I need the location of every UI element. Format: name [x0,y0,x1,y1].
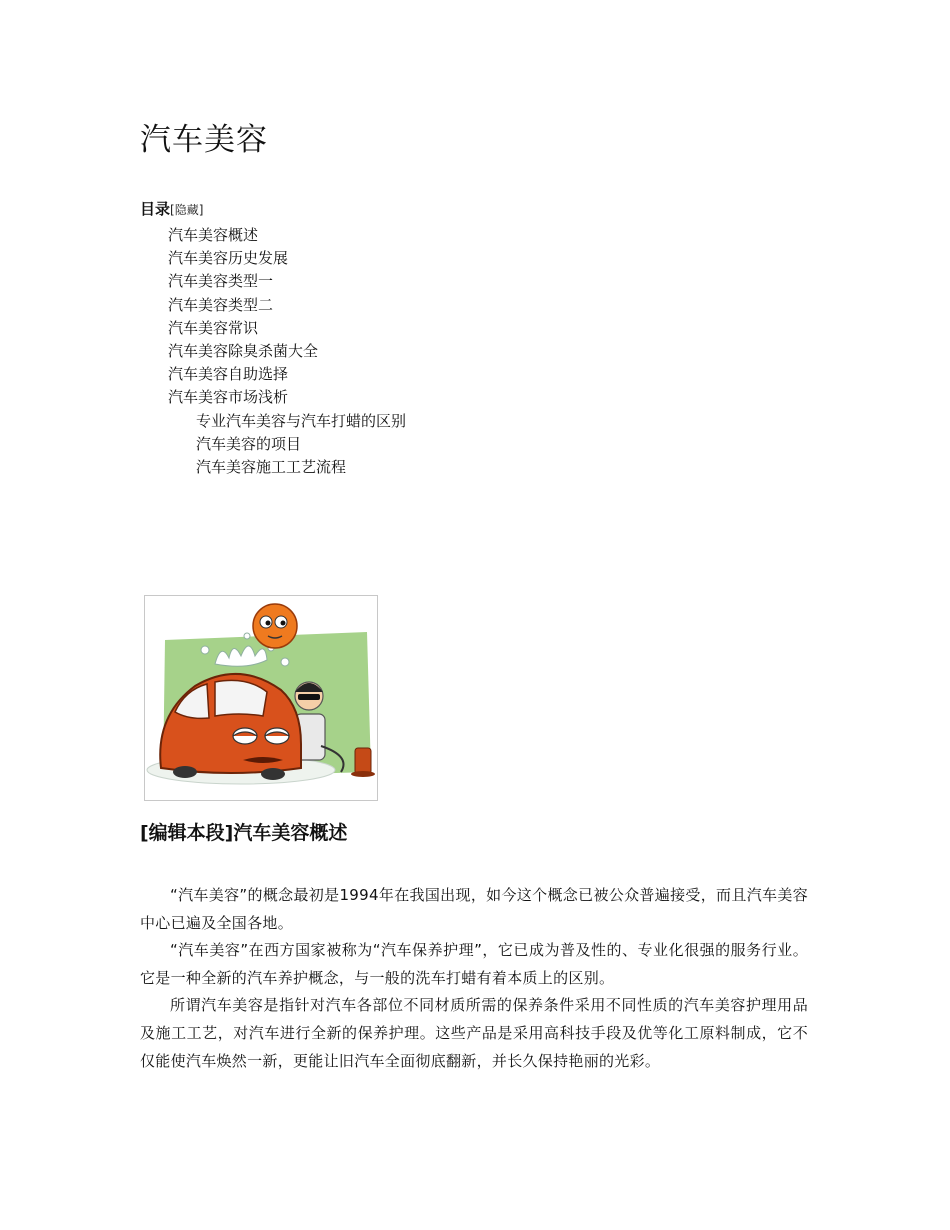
car-beauty-illustration [144,595,378,801]
toc-item[interactable]: 汽车美容类型二 [168,295,274,314]
toc-subitem[interactable]: 专业汽车美容与汽车打蜡的区别 [196,411,407,430]
toc-hide-link[interactable]: [隐藏] [170,203,204,217]
toc-subitem[interactable]: 汽车美容施工工艺流程 [196,457,347,476]
toc-label: 目录 [140,200,171,218]
illustration-svg [145,596,377,800]
toc-item[interactable]: 汽车美容历史发展 [168,249,289,268]
body-paragraph: “汽车美容”的概念最初是1994年在我国出现，如今这个概念已被公众普遍接受，而且汽车美容中心已遍及全国各地。 [140,886,808,932]
page-title: 汽车美容 [140,122,268,158]
toc-item[interactable]: 汽车美容概述 [168,226,259,244]
toc-header [140,198,203,219]
toc-item[interactable]: 汽车美容市场浅析 [168,388,289,407]
sun-face-icon [253,604,297,648]
table-of-contents [168,224,406,479]
toc-item[interactable]: 汽车美容自助选择 [168,365,289,384]
body-paragraph: 所谓汽车美容是指针对汽车各部位不同材质所需的保养条件采用不同性质的汽车美容护理用品及施工工艺，对汽车进行全新的保养护理。这些产品是采用高科技手段及优等化工原料制成，它不仅能使汽车焕然一新，更能让旧汽车全面彻底翻新，并长久保持艳丽的光彩。 [140,996,808,1070]
toc-item[interactable]: 汽车美容类型一 [168,272,274,291]
toc-item[interactable]: 汽车美容常识 [168,318,259,337]
toc-subitem[interactable]: 汽车美容的项目 [196,434,302,453]
body-paragraph: “汽车美容”在西方国家被称为“汽车保养护理”，它已成为普及性的、专业化很强的服务行业。它是一种全新的汽车养护概念，与一般的洗车打蜡有着本质上的区别。 [140,941,808,987]
toc-item[interactable]: 汽车美容除臭杀菌大全 [168,341,319,360]
section-heading: [编辑本段]汽车美容概述 [140,822,348,844]
section-body [140,882,808,1075]
